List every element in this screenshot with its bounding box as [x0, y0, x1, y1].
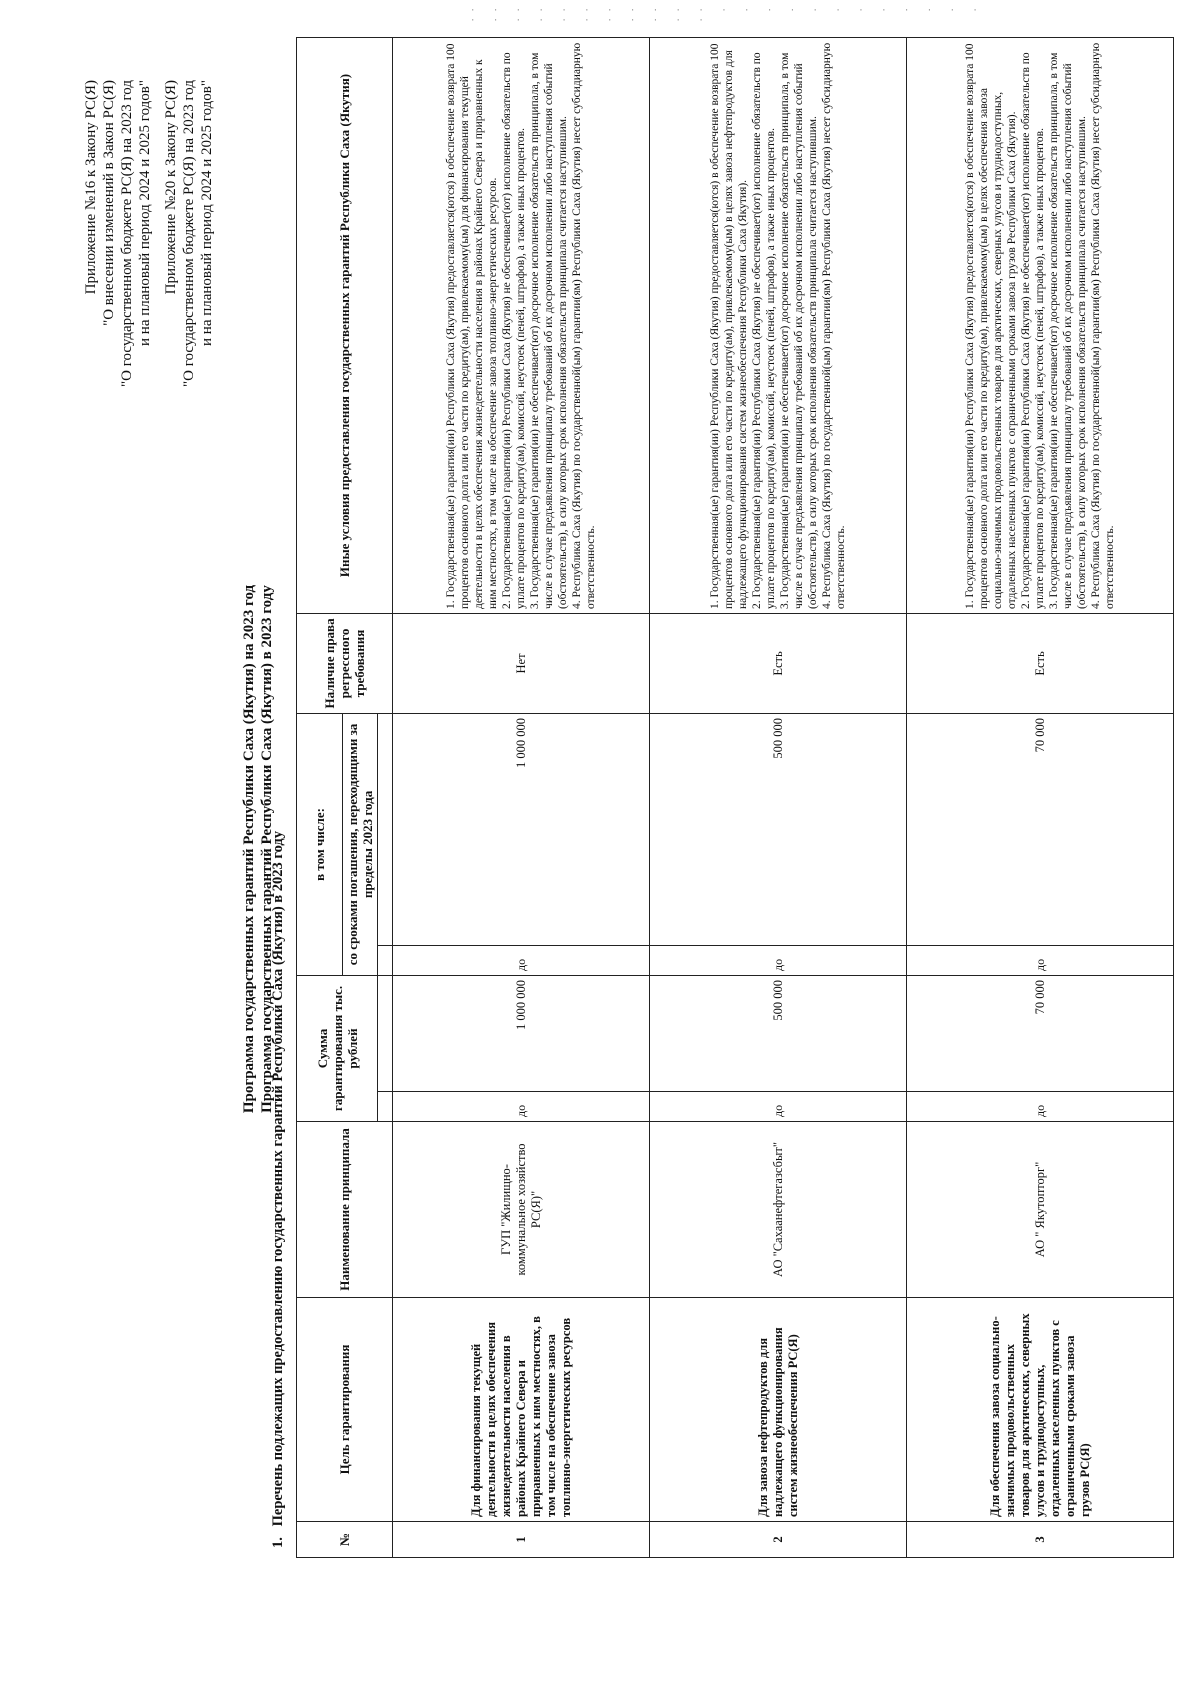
appendix-16-line: Приложение №16 к Закону РС(Я): [83, 80, 99, 295]
row-regress: Есть: [907, 613, 1174, 713]
row-regress: Есть: [650, 613, 907, 713]
row-goal: Для обеспечения завоза социально-значимых продовольственных товаров для арктических, северных улусов и труднодоступных, отдаленных населенных пунктов с ограниченными сроками завоза грузов РС(Я): [907, 1298, 1174, 1522]
row-principal: ГУП "Жилищно-коммунальное хозяйство РС(Я)": [393, 1122, 650, 1298]
row-amount-prefix: до: [907, 1092, 1174, 1122]
terms-item: 4. Республика Саха (Якутия) по государственной(ым) гарантии(ям) Республики Саха (Якутия) несет субсидиарную ответственность.: [1090, 42, 1116, 609]
appendix-20-block: [162, 80, 216, 387]
section-title: [270, 831, 287, 1548]
row-beyond-prefix: до: [393, 945, 650, 975]
header-terms: Иные условия предоставления государственных гарантий Республики Саха (Якутия): [297, 37, 393, 613]
terms-item: 4. Республика Саха (Якутия) по государственной(ым) гарантии(ям) Республики Саха (Якутия) несет субсидиарную ответственность.: [821, 42, 847, 609]
row-beyond-amount: 500 000: [650, 713, 907, 945]
terms-item: 3. Государственная(ые) гарантия(ии) не обеспечивает(ют) досрочное исполнение обязательств принципала, в том числе в случае предъявления принципалу требований об их досрочном исполнении либо наступления событий (обстоятельств), в силу которых срок исполнения обязательств принципала считается наступившим.: [1048, 52, 1088, 609]
row-goal: Для завоза нефтепродуктов для надлежащего функционирования систем жизнеобеспечения РС(Я): [650, 1298, 907, 1522]
row-principal: АО " Якутопторг": [907, 1122, 1174, 1298]
row-number: 1: [393, 1522, 650, 1558]
row-principal: АО "Сахаанефтегазсбыт": [650, 1122, 907, 1298]
row-beyond-amount: 70 000: [907, 713, 1174, 945]
appendix-16-line: "О государственном бюджете РС(Я) на 2023 год: [119, 80, 135, 387]
row-number: 2: [650, 1522, 907, 1558]
header-amount: Сумма гарантирования тыс. рублей: [297, 975, 378, 1121]
terms-item: 2. Государственная(ые) гарантия(ии) Республики Саха (Якутия) не обеспечивает(ют) исполнение обязательств по уплате процентов по кредиту(ам), комиссий, неустоек (пеней, штрафов), а также иных процентов.: [1020, 52, 1046, 609]
table-row: [393, 37, 650, 1557]
header-including: в том числе:: [297, 713, 343, 975]
header-beyond: со сроками погашения, переходящими за пределы 2023 года: [343, 713, 378, 975]
row-amount: 70 000: [907, 975, 1174, 1091]
appendix-16-line: и на плановый период 2024 и 2025 годов": [137, 80, 153, 346]
appendix-20-line: и на плановый период 2024 и 2025 годов": [199, 80, 215, 346]
program-title-line: Программа государственных гарантий Республики Саха (Якутия) на 2023 год: [241, 584, 257, 1114]
row-regress: Нет: [393, 613, 650, 713]
row-terms: [650, 37, 907, 613]
guarantees-table: [296, 37, 1174, 1558]
row-terms: [393, 37, 650, 613]
spacer-cell: [378, 1092, 393, 1122]
section-title-text: Перечень подлежащих предоставлению государственных гарантий Республики Саха (Якутия) в 2023 году: [270, 830, 286, 1527]
terms-item: 4. Республика Саха (Якутия) по государственной(ым) гарантии(ям) Республики Саха (Якутия) несет субсидиарную ответственность.: [571, 42, 597, 609]
terms-item: 1. Государственная(ые) гарантия(ии) Республики Саха (Якутия) предоставляется(ются) в обеспечение возврата 100 процентов основного долга или его части по кредиту(ам), привлекаемому(ым) для финансирования текущей деятельности в целях обеспечения жизнедеятельности населения в районах Крайнего Севера и приравненных к ним местностях, в том числе на обеспечение завоза топливно-энергетических ресурсов.: [445, 43, 499, 609]
header-goal: Цель гарантирования: [297, 1298, 393, 1522]
row-number: 3: [907, 1522, 1174, 1558]
scan-artifact-dots: · · · · · · · · · · · · · · · · · · · · · · · · · · · · · · · · · ·: [470, 6, 984, 26]
program-title-line: Программа государственных гарантий Республики Саха (Якутия) в 2023 году: [259, 585, 275, 1113]
terms-item: 1. Государственная(ые) гарантия(ии) Республики Саха (Якутия) предоставляется(ются) в обеспечение возврата 100 процентов основного долга или его части по кредиту(ам), привлекаемому(ым) в целях обеспечения завоза социально-значимых продовольственных товаров для арктических, северных улусов и труднодоступных, отдаленных населенных пунктов с ограниченными сроками завоза грузов Республики Саха (Якутия).: [964, 43, 1018, 609]
spacer-cell: [378, 713, 393, 945]
header-principal: Наименование принципала: [297, 1122, 393, 1298]
spacer-cell: [378, 975, 393, 1091]
header-regress: Наличие права регрессного требования: [297, 613, 393, 713]
row-amount: 1 000 000: [393, 975, 650, 1091]
table-row: [650, 37, 907, 1557]
terms-item: 1. Государственная(ые) гарантия(ии) Республики Саха (Якутия) предоставляется(ются) в обеспечение возврата 100 процентов основного долга или его части по кредиту(ам), привлекаемому(ым) в целях завоза нефтепродуктов для надлежащего функционирования систем жизнеобеспечения Республики Саха (Якутия).: [709, 43, 749, 609]
table-row: [907, 37, 1174, 1557]
row-amount-prefix: до: [393, 1092, 650, 1122]
row-beyond-amount: 1 000 000: [393, 713, 650, 945]
terms-item: 2. Государственная(ые) гарантия(ии) Республики Саха (Якутия) не обеспечивает(ют) исполнение обязательств по уплате процентов по кредиту(ам), комиссий, неустоек (пеней, штрафов), а также иных процентов.: [501, 52, 527, 609]
row-beyond-prefix: до: [907, 945, 1174, 975]
terms-item: 3. Государственная(ые) гарантия(ии) не обеспечивает(ют) досрочное исполнение обязательств принципала, в том числе в случае предъявления принципалу требований об их досрочном исполнении либо наступления событий (обстоятельств), в силу которых срок исполнения обязательств принципала считается наступившим.: [779, 52, 819, 609]
row-goal: Для финансирования текущей деятельности в целях обеспечения жизнедеятельности населения в районах Крайнего Севера и приравненных к ним местностях, в том числе на обеспечение завоза топливно-энергетических ресурсов: [393, 1298, 650, 1522]
table-header-row: [297, 37, 343, 1557]
header-num: №: [297, 1522, 393, 1558]
spacer-cell: [378, 945, 393, 975]
appendix-20-line: Приложение №20 к Закону РС(Я): [163, 80, 179, 295]
row-amount-prefix: до: [650, 1092, 907, 1122]
row-amount: 500 000: [650, 975, 907, 1091]
appendix-16-block: [82, 80, 154, 387]
section-number: 1.: [270, 1537, 286, 1548]
appendix-16-line: "О внесении изменений в Закон РС(Я): [101, 80, 117, 326]
appendix-20-line: "О государственном бюджете РС(Я) на 2023 год: [181, 80, 197, 387]
terms-item: 2. Государственная(ые) гарантия(ии) Республики Саха (Якутия) не обеспечивает(ют) исполнение обязательств по уплате процентов по кредиту(ам), комиссий, неустоек (пеней, штрафов), а также иных процентов.: [751, 52, 777, 609]
row-beyond-prefix: до: [650, 945, 907, 975]
terms-item: 3. Государственная(ые) гарантия(ии) не обеспечивает(ют) досрочное исполнение обязательств принципала, в том числе в случае предъявления принципалу требований об их досрочном исполнении либо наступления событий (обстоятельств), в силу которых срок исполнения обязательств принципала считается наступившим.: [529, 52, 569, 609]
row-terms: [907, 37, 1174, 613]
